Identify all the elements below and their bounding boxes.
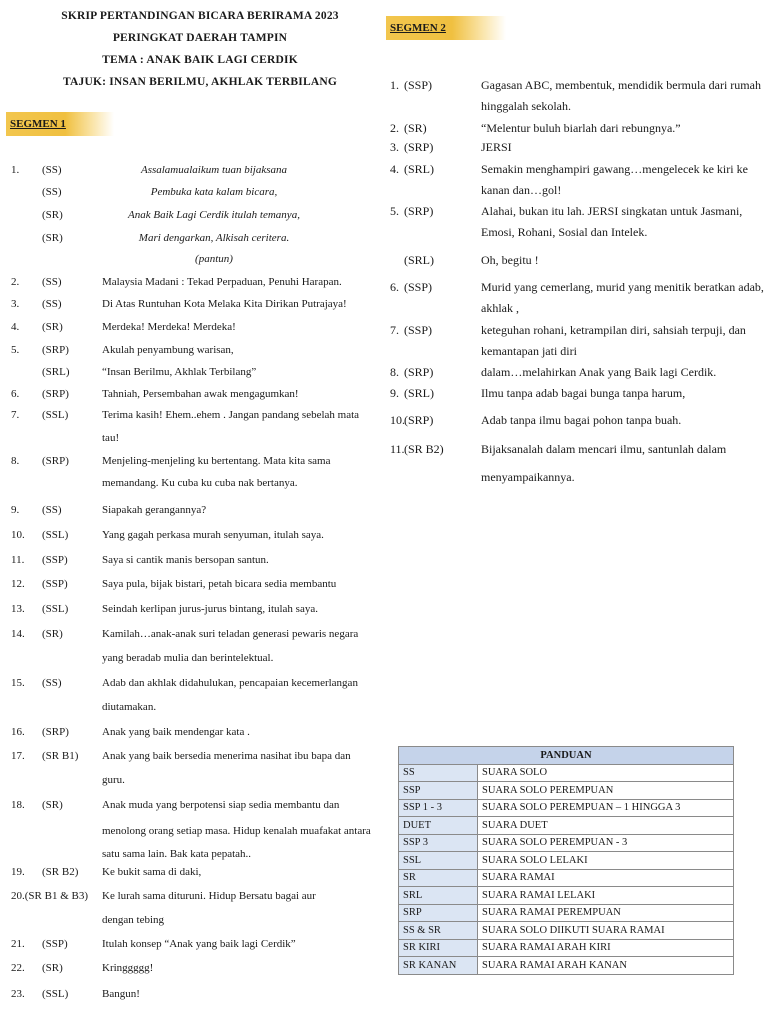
panduan-row <box>399 799 734 817</box>
script-line: Kringgggg! <box>102 962 154 974</box>
speaker-role: (SR) <box>42 321 63 333</box>
line-number: 23. <box>11 988 25 1000</box>
speaker-role: (SSL) <box>42 529 69 541</box>
script-line: Yang gagah perkasa murah senyuman, itulah saya. <box>102 529 324 541</box>
script-line: Semakin menghampiri gawang…mengelecek ke kiri ke <box>481 162 748 176</box>
line-number: 12. <box>11 578 25 590</box>
script-line: Saya si cantik manis bersopan santun. <box>102 554 269 566</box>
script-line: Anak yang baik bersedia menerima nasihat ibu bapa dan <box>102 750 351 762</box>
pantun-line: Pembuka kata kalam bicara, <box>150 186 278 198</box>
line-number: 19. <box>11 866 25 878</box>
panduan-description: SUARA RAMAI LELAKI <box>478 887 734 905</box>
script-line: kemantapan jati diri <box>481 344 577 358</box>
line-number: 8. <box>11 455 20 467</box>
panduan-row <box>399 957 734 975</box>
speaker-role: (SRP) <box>404 413 434 427</box>
script-line: Gagasan ABC, membentuk, mendidik bermula dari rumah <box>481 78 761 92</box>
line-number: 4. <box>11 321 20 333</box>
line-number: 9. <box>390 386 399 400</box>
speaker-role: (SRL) <box>42 366 70 378</box>
script-line: dalam…melahirkan Anak yang Baik lagi Cerdik. <box>481 365 717 379</box>
script-line: Merdeka! Merdeka! Merdeka! <box>102 321 236 333</box>
script-line: Siapakah gerangannya? <box>102 504 207 516</box>
line-number: 7. <box>390 323 399 337</box>
script-line: Emosi, Rohani, Sosial dan Intelek. <box>481 225 648 239</box>
speaker-role: (SRP) <box>404 365 434 379</box>
line-number: 17. <box>11 750 25 762</box>
script-line: JERSI <box>481 140 512 154</box>
line-number: 18. <box>11 799 25 811</box>
line-number: 11. <box>390 442 405 456</box>
line-number: 8. <box>390 365 399 379</box>
script-line: akhlak , <box>481 301 519 315</box>
script-line: Ke bukit sama di daki, <box>102 866 202 878</box>
panduan-code: SSL <box>399 852 478 870</box>
script-line: Adab dan akhlak didahulukan, pencapaian kecemerlangan <box>102 677 358 689</box>
line-number: 2. <box>390 121 399 135</box>
panduan-description: SUARA DUET <box>478 817 734 835</box>
speaker-role: (SRL) <box>404 162 434 176</box>
script-line: “Insan Berilmu, Akhlak Terbilang” <box>102 366 257 378</box>
doc-subtitle-level: PERINGKAT DAERAH TAMPIN <box>112 32 288 44</box>
panduan-code: SS <box>399 764 478 782</box>
panduan-description: SUARA SOLO PEREMPUAN <box>478 782 734 800</box>
speaker-role: (SSP) <box>404 280 433 294</box>
pantun-line: (pantun) <box>195 253 233 265</box>
speaker-role: (SR) <box>42 962 63 974</box>
panduan-description: SUARA SOLO DIIKUTI SUARA RAMAI <box>478 922 734 940</box>
panduan-code: SSP 3 <box>399 834 478 852</box>
speaker-role: (SRP) <box>404 140 434 154</box>
script-line: guru. <box>102 774 125 786</box>
segmen-2-heading: SEGMEN 2 <box>386 16 506 40</box>
panduan-table <box>398 746 734 975</box>
panduan-row <box>399 817 734 835</box>
script-line: Alahai, bukan itu lah. JERSI singkatan untuk Jasmani, <box>481 204 743 218</box>
speaker-role: (SR) <box>42 628 63 640</box>
line-number: 9. <box>11 504 20 516</box>
panduan-code: SRL <box>399 887 478 905</box>
script-line: Tahniah, Persembahan awak mengagumkan! <box>102 388 299 400</box>
speaker-role: (SS) <box>42 276 62 288</box>
speaker-role: (SRL) <box>404 386 434 400</box>
line-number: 5. <box>11 344 20 356</box>
line-number: 16. <box>11 726 25 738</box>
doc-topic: TAJUK: INSAN BERILMU, AKHLAK TERBILANG <box>63 76 337 88</box>
script-line: Menjeling-menjeling ku bertentang. Mata kita sama <box>102 455 331 467</box>
pantun-line: Anak Baik Lagi Cerdik itulah temanya, <box>128 209 300 221</box>
pantun-line: Assalamualaikum tuan bijaksana <box>140 164 288 176</box>
panduan-row <box>399 904 734 922</box>
panduan-description: SUARA SOLO LELAKI <box>478 852 734 870</box>
script-line: Terima kasih! Ehem..ehem . Jangan pandang sebelah mata <box>102 409 360 421</box>
script-line: menolong orang setiap masa. Hidup kenalah muafakat antara <box>102 825 371 837</box>
panduan-code: SR <box>399 869 478 887</box>
line-number: 4. <box>390 162 399 176</box>
speaker-role: (SSP) <box>42 578 68 590</box>
panduan-row <box>399 764 734 782</box>
speaker-role: (SR) <box>42 799 63 811</box>
line-number: 3. <box>390 140 399 154</box>
panduan-row <box>399 834 734 852</box>
line-number: 1. <box>11 164 20 176</box>
speaker-role: (SRL) <box>404 253 434 267</box>
script-line: Bijaksanalah dalam mencari ilmu, santunlah dalam <box>481 442 727 456</box>
speaker-role: (SSL) <box>42 988 69 1000</box>
panduan-row <box>399 922 734 940</box>
speaker-role: (SSL) <box>42 603 69 615</box>
speaker-role: (SSP) <box>42 938 68 950</box>
script-line: Adab tanpa ilmu bagai pohon tanpa buah. <box>481 413 682 427</box>
panduan-title: PANDUAN <box>399 747 734 765</box>
speaker-role: (SSP) <box>404 78 433 92</box>
speaker-role: (SS) <box>42 298 62 310</box>
speaker-role: (SSL) <box>42 409 69 421</box>
panduan-row <box>399 852 734 870</box>
script-line: Ilmu tanpa adab bagai bunga tanpa harum, <box>481 386 686 400</box>
script-line: Seindah kerlipan jurus-jurus bintang, itulah saya. <box>102 603 318 615</box>
panduan-description: SUARA RAMAI PEREMPUAN <box>478 904 734 922</box>
panduan-row <box>399 782 734 800</box>
speaker-role: (SR B2) <box>42 866 79 878</box>
speaker-role: (SS) <box>42 164 62 176</box>
script-line: satu sama lain. Bak kata pepatah.. <box>102 848 252 860</box>
panduan-description: SUARA SOLO <box>478 764 734 782</box>
script-line: kanan dan…gol! <box>481 183 562 197</box>
script-line: hinggalah sekolah. <box>481 99 571 113</box>
script-line: Itulah konsep “Anak yang baik lagi Cerdik” <box>102 938 296 950</box>
speaker-role: (SR) <box>42 209 63 221</box>
line-number: 22. <box>11 962 25 974</box>
script-line: diutamakan. <box>102 701 157 713</box>
panduan-code: SSP 1 - 3 <box>399 799 478 817</box>
speaker-role: (SRP) <box>42 455 69 467</box>
line-number: 15. <box>11 677 25 689</box>
line-number: 7. <box>11 409 20 421</box>
line-number: 10. <box>390 413 405 427</box>
script-line: Murid yang cemerlang, murid yang menitik beratkan adab, <box>481 280 764 294</box>
speaker-role: (SS) <box>42 504 62 516</box>
panduan-description: SUARA SOLO PEREMPUAN - 3 <box>478 834 734 852</box>
speaker-role: (SRP) <box>42 344 69 356</box>
speaker-role: (SRP) <box>42 388 69 400</box>
panduan-row <box>399 939 734 957</box>
doc-title: SKRIP PERTANDINGAN BICARA BERIRAMA 2023 <box>61 10 339 22</box>
script-line: Ke lurah sama dituruni. Hidup Bersatu bagai aur <box>102 890 316 902</box>
panduan-code: SRP <box>399 904 478 922</box>
speaker-role: (SSP) <box>42 554 68 566</box>
script-line: Malaysia Madani : Tekad Perpaduan, Penuhi Harapan. <box>102 276 342 288</box>
speaker-role: (SR B1) <box>42 750 79 762</box>
panduan-code: DUET <box>399 817 478 835</box>
line-number: 2. <box>11 276 20 288</box>
line-number: 20.(SR B1 & B3) <box>11 890 89 902</box>
line-number: 3. <box>11 298 20 310</box>
line-number: 6. <box>390 280 399 294</box>
speaker-role: (SS) <box>42 186 62 198</box>
script-line: Saya pula, bijak bistari, petah bicara sedia membantu <box>102 578 337 590</box>
script-line: keteguhan rohani, ketrampilan diri, sahsiah terpuji, dan <box>481 323 746 337</box>
line-number: 14. <box>11 628 25 640</box>
speaker-role: (SR) <box>42 232 63 244</box>
speaker-role: (SS) <box>42 677 62 689</box>
panduan-row <box>399 887 734 905</box>
speaker-role: (SR) <box>404 121 427 135</box>
script-line: menyampaikannya. <box>481 470 575 484</box>
speaker-role: (SR B2) <box>404 442 444 456</box>
line-number: 1. <box>390 78 399 92</box>
line-number: 21. <box>11 938 25 950</box>
script-line: dengan tebing <box>102 914 165 926</box>
line-number: 6. <box>11 388 20 400</box>
line-number: 5. <box>390 204 399 218</box>
script-line: tau! <box>102 432 120 444</box>
doc-theme: TEMA : ANAK BAIK LAGI CERDIK <box>102 54 298 66</box>
line-number: 13. <box>11 603 25 615</box>
panduan-row <box>399 869 734 887</box>
panduan-description: SUARA SOLO PEREMPUAN – 1 HINGGA 3 <box>478 799 734 817</box>
panduan-code: SSP <box>399 782 478 800</box>
line-number: 11. <box>11 554 25 566</box>
script-line: Akulah penyambung warisan, <box>102 344 234 356</box>
panduan-description: SUARA RAMAI <box>478 869 734 887</box>
panduan-code: SR KANAN <box>399 957 478 975</box>
speaker-role: (SSP) <box>404 323 433 337</box>
script-line: yang beradab mulia dan berintelektual. <box>102 652 274 664</box>
script-line: Anak yang baik mendengar kata . <box>102 726 250 738</box>
script-line: memandang. Ku cuba ku cuba nak bertanya. <box>102 477 298 489</box>
panduan-description: SUARA RAMAI ARAH KANAN <box>478 957 734 975</box>
pantun-line: Mari dengarkan, Alkisah ceritera. <box>138 232 290 244</box>
speaker-role: (SRP) <box>404 204 434 218</box>
script-line: Oh, begitu ! <box>481 253 539 267</box>
panduan-code: SS & SR <box>399 922 478 940</box>
segmen-1-heading: SEGMEN 1 <box>6 112 114 136</box>
script-line: Anak muda yang berpotensi siap sedia membantu dan <box>102 799 340 811</box>
script-line: Bangun! <box>102 988 140 1000</box>
speaker-role: (SRP) <box>42 726 69 738</box>
script-line: Di Atas Runtuhan Kota Melaka Kita Dirikan Putrajaya! <box>102 298 347 310</box>
line-number: 10. <box>11 529 25 541</box>
script-line: Kamilah…anak-anak suri teladan generasi pewaris negara <box>102 628 359 640</box>
panduan-code: SR KIRI <box>399 939 478 957</box>
panduan-description: SUARA RAMAI ARAH KIRI <box>478 939 734 957</box>
script-line: “Melentur buluh biarlah dari rebungnya.” <box>481 121 681 135</box>
